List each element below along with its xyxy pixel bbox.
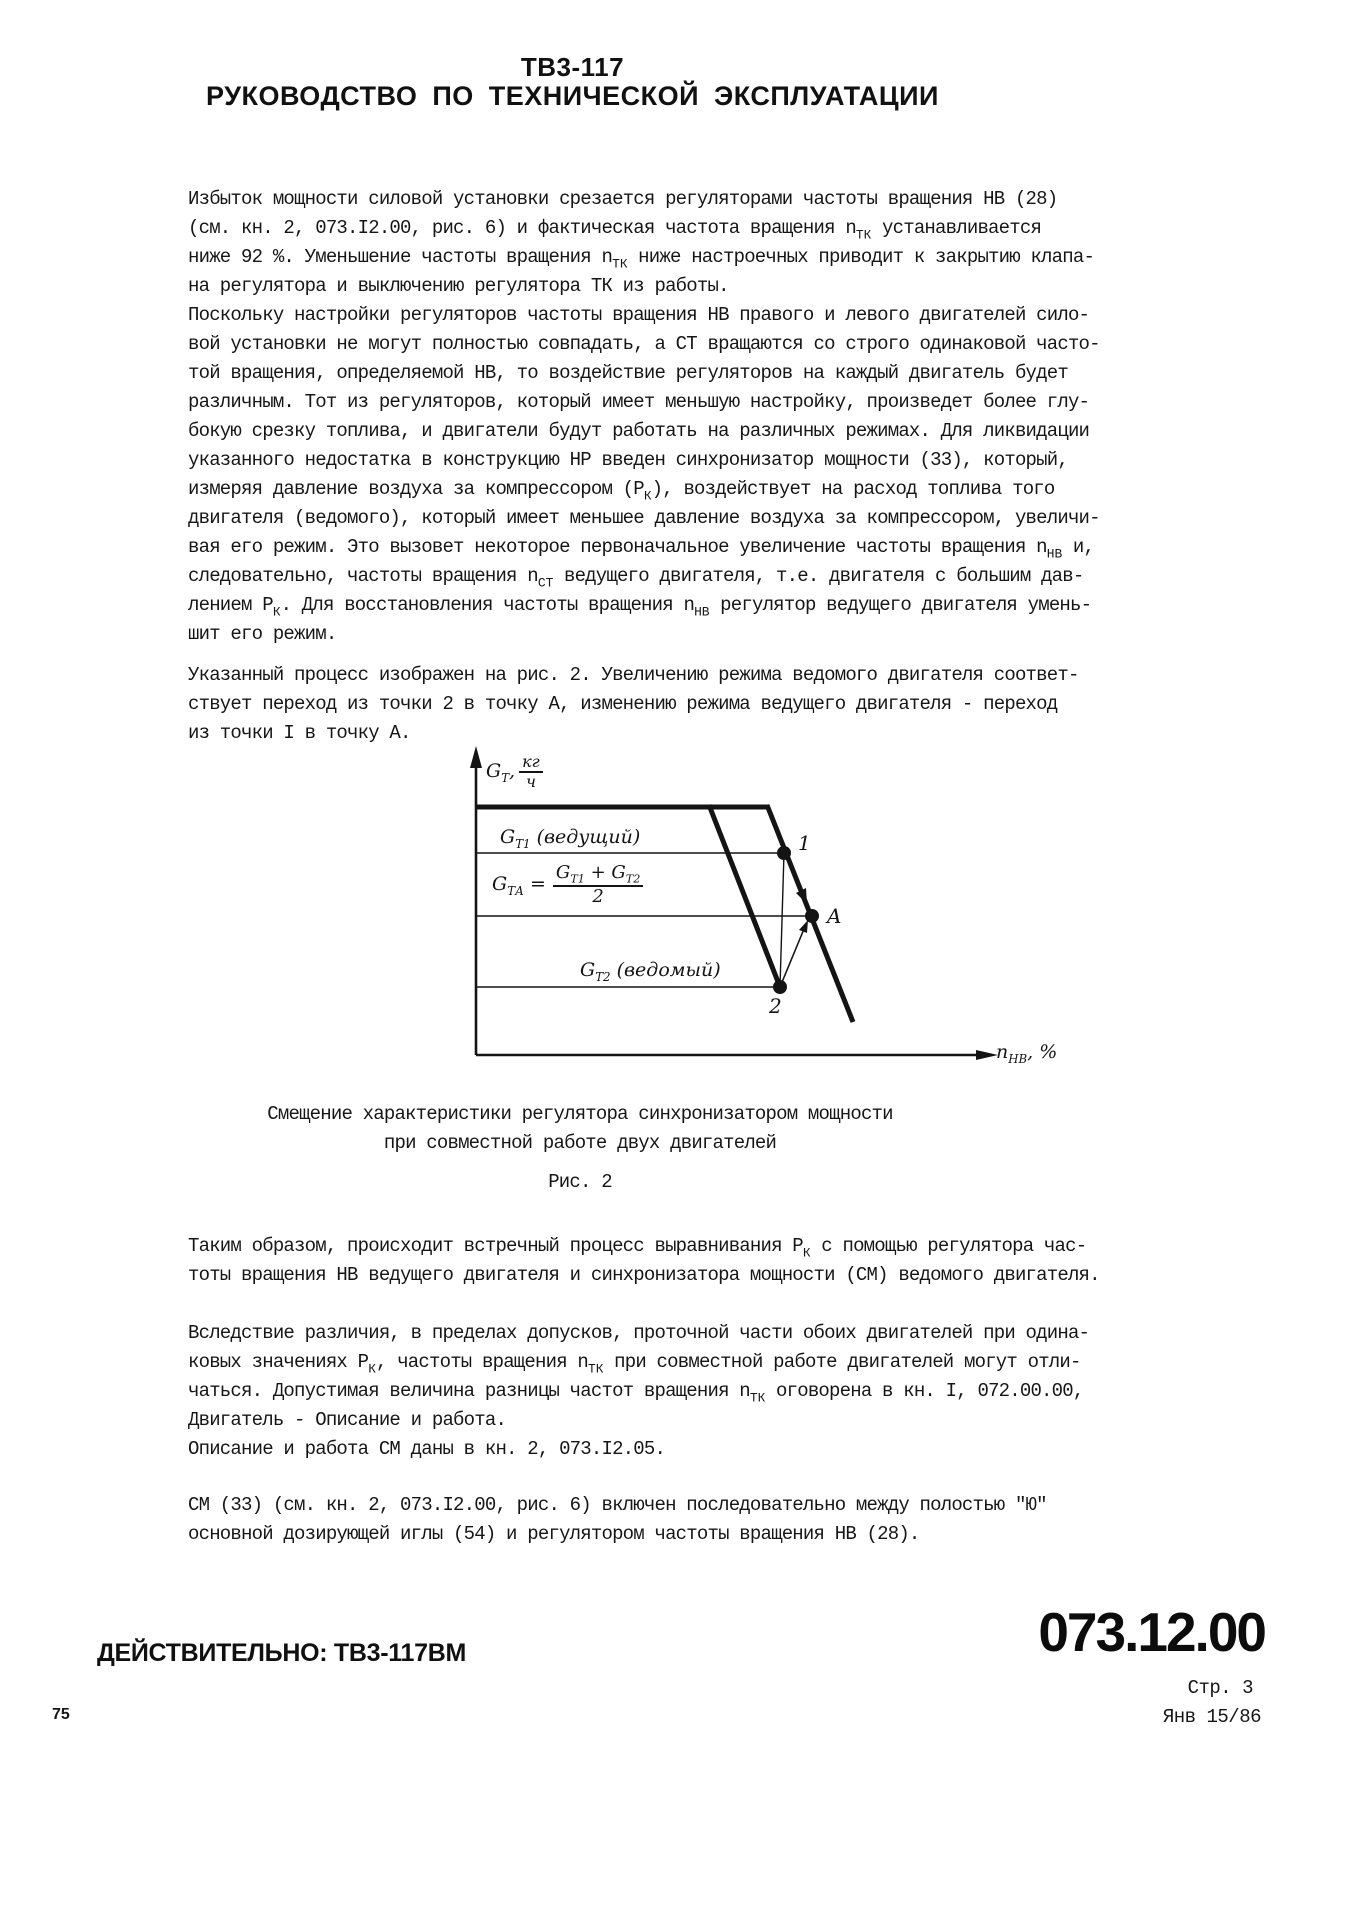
revision-date-label: Янв 15/86	[1162, 1706, 1261, 1728]
point-2-label: 2	[769, 994, 782, 1018]
gt2-curve-label: $G_{Т2}$ (ведомый)	[580, 959, 721, 984]
y-axis-unit-denominator: ч	[525, 771, 536, 791]
text-line: чаться. Допустимая величина разницы частот вращения $n_{ТК}$ оговорена в кн. I, 072.00.00,	[188, 1380, 1084, 1406]
figure-number: Рис. 2	[548, 1171, 612, 1193]
engine-model-title: ТВ3-117	[520, 52, 625, 82]
point-1-label: 1	[798, 831, 811, 855]
text-line: вая его режим. Это вызовет некоторое первоначальное увеличение частоты вращения $n_{НВ}$ и,	[188, 536, 1095, 562]
text-line: ствует переход из точки 2 в точку А, изменению режима ведущего двигателя - переход	[188, 693, 1058, 715]
y-axis-label	[486, 754, 543, 790]
document-number: 073.12.00	[1038, 1601, 1265, 1663]
figure-caption-line1: Смещение характеристики регулятора синхронизатором мощности	[267, 1103, 893, 1125]
y-axis-unit-fraction	[519, 754, 543, 790]
text-line: ковых значениях $Р_К$, частоты вращения $n_{ТК}$ при совместной работе двигателей могут отли-	[188, 1351, 1081, 1377]
gta-formula-fraction	[553, 864, 643, 907]
text-line: лением $Р_К$. Для восстановления частоты вращения $n_{НВ}$ регулятор ведущего двигателя умень-	[188, 594, 1092, 620]
text-line: Поскольку настройки регуляторов частоты вращения НВ правого и левого двигателей сило-	[188, 304, 1090, 326]
text-line: Двигатель - Описание и работа.	[188, 1409, 507, 1431]
text-line: той вращения, определяемой НВ, то воздействие регуляторов на каждый двигатель будет	[188, 362, 1068, 384]
text-line: из точки I в точку А.	[188, 722, 411, 744]
text-line: на регулятора и выключению регулятора ТК из работы.	[188, 275, 729, 297]
text-line: следовательно, частоты вращения $n_{СТ}$ ведущего двигателя, т.е. двигателя с большим дав-	[188, 565, 1084, 591]
figure-2-diagram	[420, 740, 1080, 1090]
gta-formula-lhs: $G_{ТА}$ =	[492, 873, 546, 899]
text-line: СМ (33) (см. кн. 2, 073.I2.00, рис. 6) включен последовательно между полостью "Ю"	[188, 1494, 1047, 1516]
text-line: тоты вращения НВ ведущего двигателя и синхронизатора мощности (СМ) ведомого двигателя.	[188, 1264, 1100, 1286]
point-A-label: A	[827, 904, 842, 928]
arrow-2-to-A-line	[780, 929, 804, 987]
text-line: измеряя давление воздуха за компрессором $(Р_К)$, воздействует на расход топлива того	[188, 478, 1055, 504]
y-axis-arrowhead	[470, 746, 482, 768]
text-line: бокую срезку топлива, и двигатели будут работать на различных режимах. Для ликвидации	[188, 420, 1090, 442]
text-line: Указанный процесс изображен на рис. 2. Увеличению режима ведомого двигателя соответ-	[188, 664, 1079, 686]
x-axis-label: $n_{НВ}$, %	[996, 1041, 1058, 1066]
text-line: Избыток мощности силовой установки срезается регуляторами частоты вращения НВ (28)	[188, 188, 1058, 210]
plot-svg	[420, 740, 1080, 1090]
point-2-marker	[773, 980, 787, 994]
manual-title: РУКОВОДСТВО ПО ТЕХНИЧЕСКОЙ ЭКСПЛУАТАЦИИ	[206, 81, 939, 111]
gta-formula-numerator: $G_{Т1} + G_{Т2}$	[553, 864, 643, 887]
margin-sheet-number: 75	[52, 1706, 70, 1723]
text-line: указанного недостатка в конструкцию НР введен синхронизатор мощности (33), который,	[188, 449, 1068, 471]
text-line: шит его режим.	[188, 623, 337, 645]
gta-formula	[492, 864, 643, 907]
text-line: ниже 92 %. Уменьшение частоты вращения $n_{ТК}$ ниже настроечных приводит к закрытию клапа-	[188, 246, 1095, 272]
page-number-label: Стр. 3	[1187, 1677, 1253, 1699]
text-line: (см. кн. 2, 073.I2.00, рис. 6) и фактическая частота вращения $n_{ТК}$ устанавливается	[188, 217, 1042, 243]
text-line: Таким образом, происходит встречный процесс выравнивания $Р_К$ с помощью регулятора час-	[188, 1235, 1087, 1261]
y-axis-label-symbol: $G_Т$,	[486, 759, 516, 785]
text-line: различным. Тот из регуляторов, который имеет меньшую настройку, произведет более глу-	[188, 391, 1090, 413]
arrow-2-to-A-head	[799, 920, 808, 933]
gt1-curve-label: $G_{Т1}$ (ведущий)	[500, 826, 641, 851]
figure-caption-line2: при совместной работе двух двигателей	[383, 1132, 777, 1154]
point1-point2-connector	[780, 853, 784, 987]
text-line: основной дозирующей иглы (54) и регулятором частоты вращения НВ (28).	[188, 1523, 920, 1545]
text-line: Вследствие различия, в пределах допусков, проточной части обоих двигателей при одина-	[188, 1322, 1090, 1344]
text-line: Описание и работа СМ даны в кн. 2, 073.I2.05.	[188, 1438, 666, 1460]
gta-formula-denominator: 2	[592, 886, 604, 908]
point-1-marker	[777, 846, 791, 860]
y-axis-unit-numerator: кг	[519, 754, 543, 773]
text-line: вой установки не могут полностью совпадать, а СТ вращаются со строго одинаковой часто-	[188, 333, 1100, 355]
validity-note: ДЕЙСТВИТЕЛЬНО: ТВ3-117ВМ	[97, 1639, 466, 1667]
x-axis-arrowhead	[976, 1050, 998, 1060]
point-A-marker	[805, 909, 819, 923]
arrow-1-to-A-head	[796, 888, 807, 904]
text-line: двигателя (ведомого), который имеет меньшее давление воздуха за компрессором, увеличи-	[188, 507, 1100, 529]
